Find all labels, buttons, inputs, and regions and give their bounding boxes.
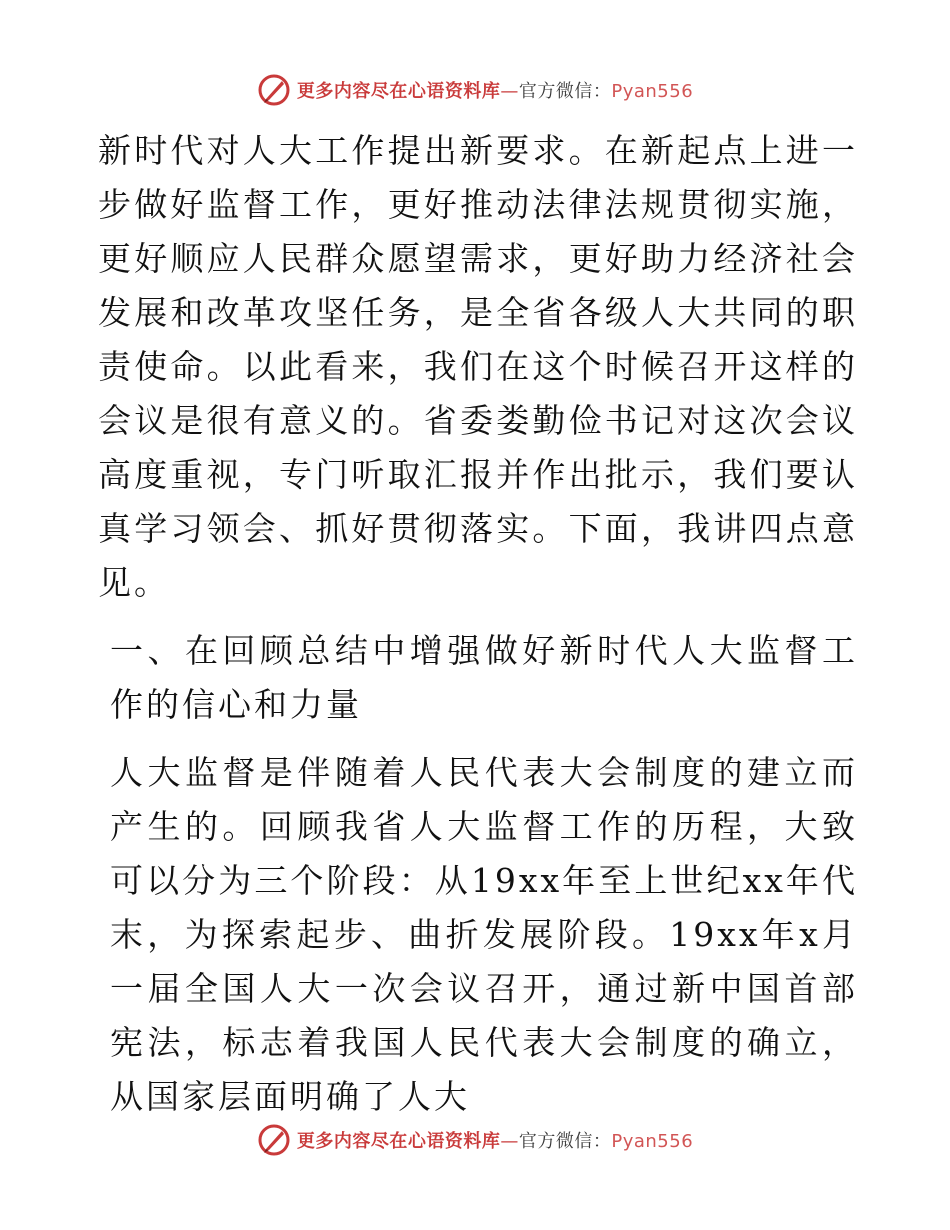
header-watermark xyxy=(0,70,950,110)
document-body xyxy=(98,124,858,1124)
section-heading: 一、在回顾总结中增强做好新时代人大监督工作的信心和力量 xyxy=(110,631,858,724)
watermark-wechat-id: Pyan556 xyxy=(611,81,694,102)
watermark-text xyxy=(297,77,693,103)
watermark-brand: 更多内容尽在心语资料库 xyxy=(296,1131,501,1152)
watermark-separator: — xyxy=(500,1131,519,1152)
footer-watermark xyxy=(0,1120,950,1160)
body-paragraph: 新时代对人大工作提出新要求。在新起点上进一步做好监督工作，更好推动法律法规贯彻实施，更好顺应人民群众愿望需求，更好助力经济社会发展和改革攻坚任务，是全省各级人大共同的职责使命。以此看来，我们在这个时候召开这样的会议是很有意义的。省委娄勤俭书记对这次会议高度重视，专门听取汇报并作出批示，我们要认真学习领会、抓好贯彻落实。下面，我讲四点意见。 xyxy=(98,131,858,602)
watermark-label: 官方微信： xyxy=(518,81,612,102)
quill-pen-logo-icon xyxy=(257,73,291,107)
watermark-wechat-id: Pyan556 xyxy=(611,1131,694,1152)
body-paragraph: 人大监督是伴随着人民代表大会制度的建立而产生的。回顾我省人大监督工作的历程，大致可以分为三个阶段：从19xx年至上世纪xx年代末，为探索起步、曲折发展阶段。19xx年x月一届全国人大一次会议召开，通过新中国首部宪法，标志着我国人民代表大会制度的确立，从国家层面明确了人大 xyxy=(110,753,858,1116)
watermark-label: 官方微信： xyxy=(518,1131,612,1152)
watermark-brand: 更多内容尽在心语资料库 xyxy=(296,81,501,102)
watermark-text xyxy=(297,1127,693,1153)
watermark-separator: — xyxy=(500,81,519,102)
quill-pen-logo-icon xyxy=(257,1123,291,1157)
